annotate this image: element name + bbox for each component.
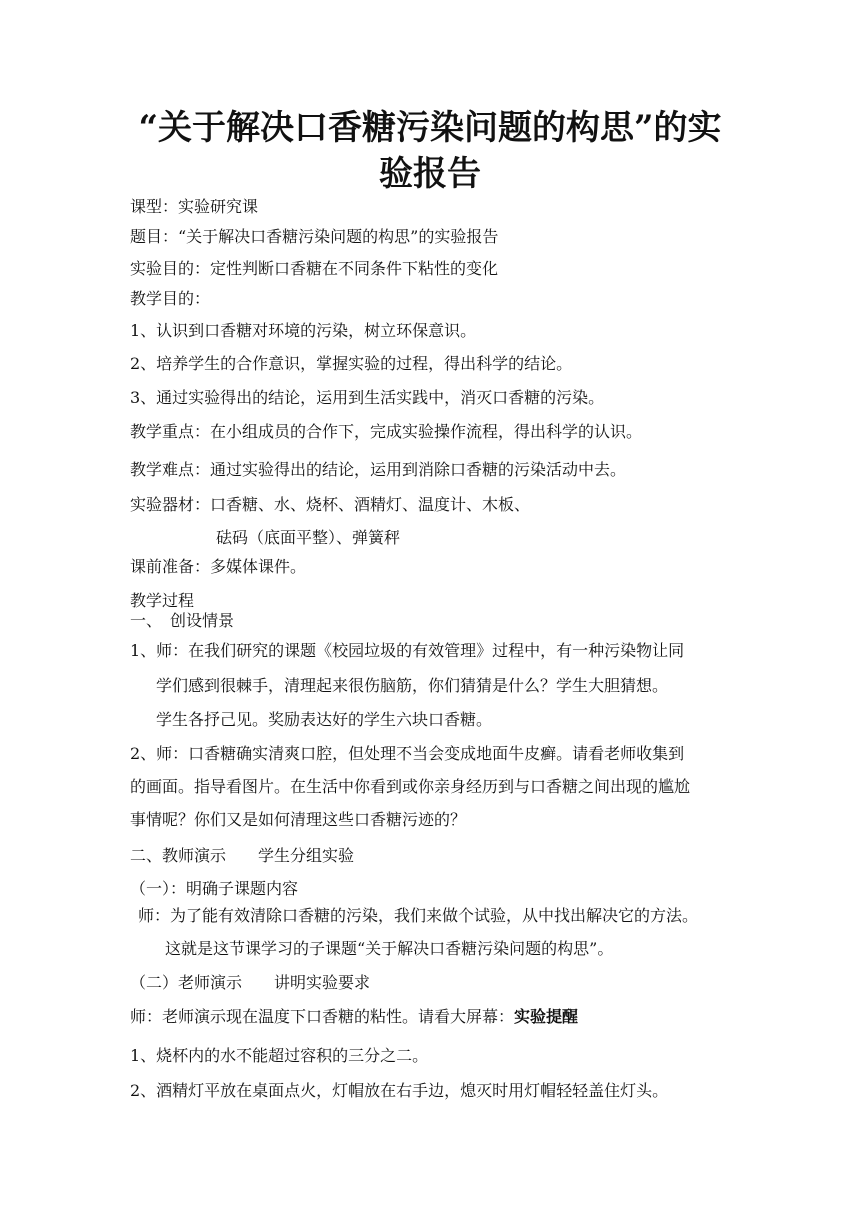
process-1-line-2: 学们感到很棘手，清理起来很伤脑筋，你们猜猜是什么？学生大胆猜想。 [156,676,669,695]
process-2-line-3: 事情呢？你们又是如何清理这些口香糖污迹的？ [130,810,467,829]
process-1-line-1: 1、师：在我们研究的课题《校园垃圾的有效管理》过程中，有一种污染物让同 [130,641,685,660]
title-line-2: 验报告 [379,154,481,194]
course-type: 课型：实验研究课 [130,197,259,216]
teaching-purpose-3: 3、通过实验得出的结论，运用到生活实践中，消灭口香糖的污染。 [130,388,605,407]
preparation: 课前准备：多媒体课件。 [130,557,307,576]
teaching-purpose-2: 2、培养学生的合作意识，掌握实验的过程，得出科学的结论。 [130,354,573,373]
experiment-reminder-label: 实验提醒 [514,1007,579,1026]
equipment: 实验器材：口香糖、水、烧杯、酒精灯、温度计、木板、 [130,495,531,514]
teaching-difficulty: 教学难点：通过实验得出的结论，运用到消除口香糖的污染活动中去。 [130,460,627,479]
title-line-1: “关于解决口香糖污染问题的构思”的实 [138,108,722,148]
process-1-line-3: 学生各抒己见。奖励表达好的学生六块口香糖。 [156,710,493,729]
reminder-2: 2、酒精灯平放在桌面点火，灯帽放在右手边，熄灭时用灯帽轻轻盖住灯头。 [130,1081,669,1100]
subsection-1-line-2: 这就是这节课学习的子课题“关于解决口香糖污染问题的构思”。 [165,939,614,958]
section-2-heading: 二、教师演示 学生分组实验 [130,846,355,865]
demo-instruction [130,1006,578,1028]
experiment-purpose: 实验目的：定性判断口香糖在不同条件下粘性的变化 [130,259,499,278]
topic: 题目：“关于解决口香糖污染问题的构思”的实验报告 [130,227,499,246]
subsection-2-heading: （二）老师演示 讲明实验要求 [130,973,371,992]
subsection-1-line-1: 师：为了能有效清除口香糖的污染，我们来做个试验，从中找出解决它的方法。 [138,906,699,925]
subsection-1-heading: （一）：明确子课题内容 [130,879,299,898]
teaching-purpose-1: 1、认识到口香糖对环境的污染，树立环保意识。 [130,321,477,340]
demo-instruction-text: 师：老师演示现在温度下口香糖的粘性。请看大屏幕： [130,1007,515,1026]
reminder-1: 1、烧杯内的水不能超过容积的三分之二。 [130,1046,429,1065]
equipment-continued: 砝码（底面平整）、弹簧秤 [216,528,401,547]
teaching-focus: 教学重点：在小组成员的合作下，完成实验操作流程，得出科学的认识。 [130,422,643,441]
teaching-process-heading: 教学过程 [130,591,195,610]
process-2-line-2: 的画面。指导看图片。在生活中你看到或你亲身经历到与口香糖之间出现的尴尬 [130,777,691,796]
section-1-heading: 一、 创设情景 [130,611,235,630]
process-2-line-1: 2、师：口香糖确实清爽口腔，但处理不当会变成地面牛皮癣。请看老师收集到 [130,744,685,763]
teaching-purpose-heading: 教学目的： [130,289,211,308]
